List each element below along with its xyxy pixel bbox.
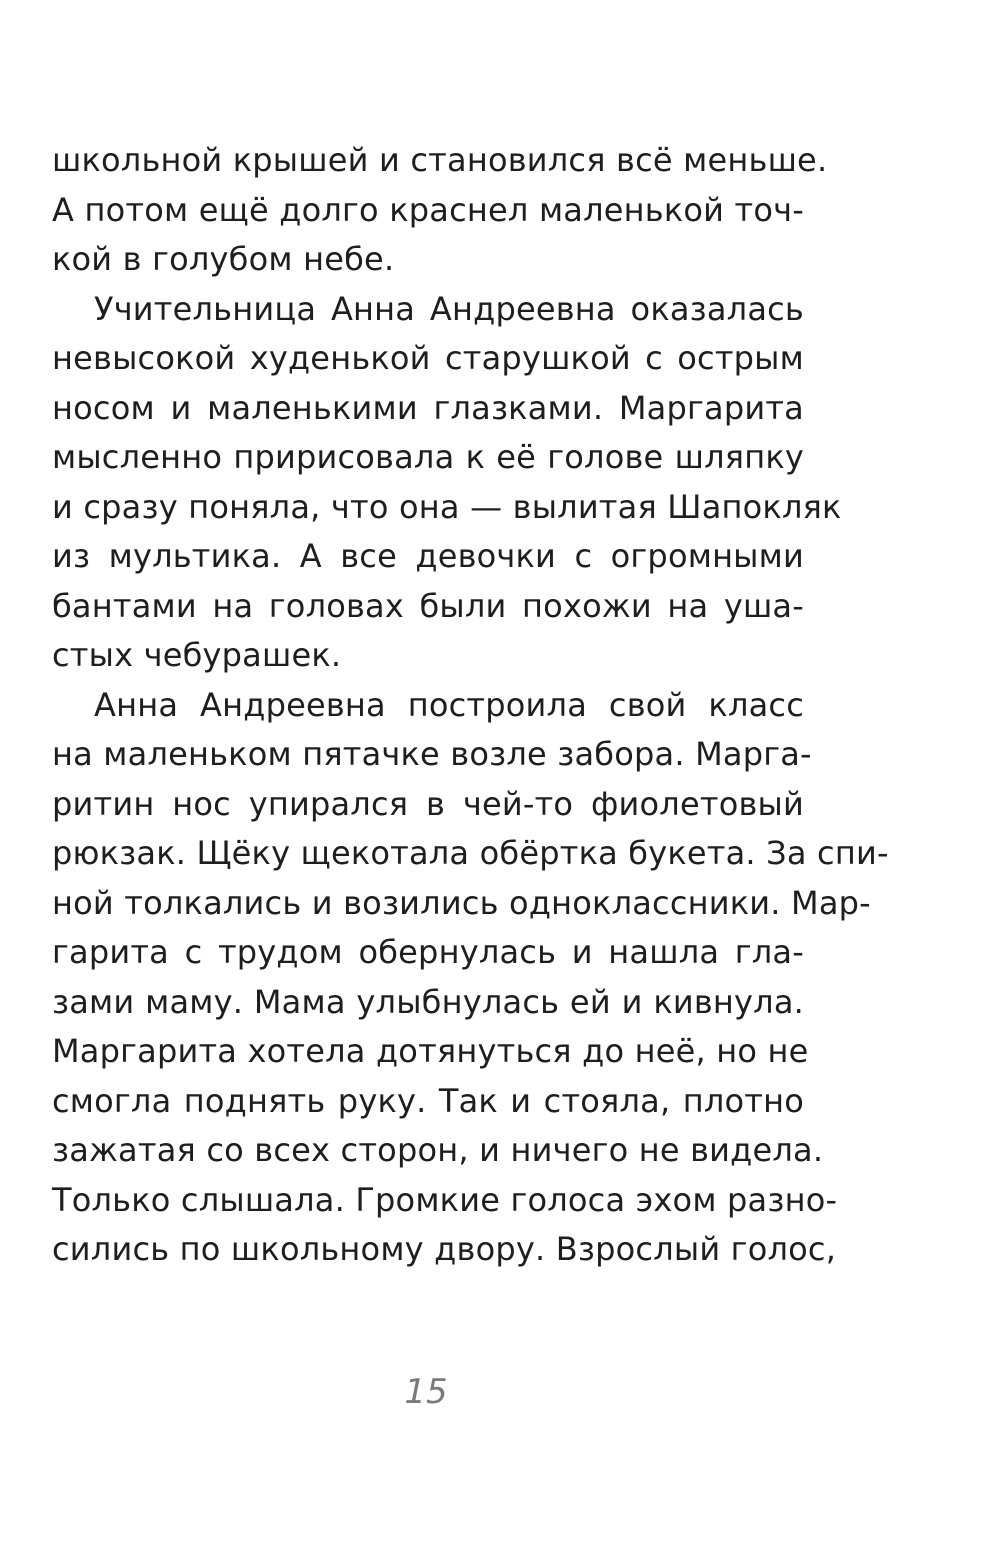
text-line: кой в голубом небе. xyxy=(52,240,395,278)
text-line: стых чебурашек. xyxy=(52,636,342,674)
text-line: и сразу поняла, что она — вылитая Шапокляк xyxy=(52,487,842,526)
text-line: зажатая со всех сторон, и ничего не видела. xyxy=(52,1131,824,1169)
page-number: 15 xyxy=(404,1372,448,1412)
text-line: невысокой худенькой старушкой с острым xyxy=(52,339,804,377)
text-line: носом и маленькими глазками. Маргарита xyxy=(52,388,804,427)
body-text xyxy=(52,136,889,1275)
text-line: смогла поднять руку. Так и стояла, плотно xyxy=(52,1081,804,1120)
text-line: Маргарита хотела дотянуться до неё, но не xyxy=(52,1032,809,1070)
text-line: Анна Андреевна построила свой класс xyxy=(94,685,804,724)
text-line: школьной крышей и становился всё меньше. xyxy=(52,141,828,179)
text-line: ритин нос упирался в чей-то фиолетовый xyxy=(52,784,804,823)
text-line: Только слышала. Громкие голоса эхом разно- xyxy=(52,1180,838,1219)
text-line: Учительница Анна Андреевна оказалась xyxy=(94,289,804,328)
text-line: А потом ещё долго краснел маленькой точ- xyxy=(52,190,804,229)
text-line: из мультика. А все девочки с огромными xyxy=(52,537,804,575)
text-line: зами маму. Мама улыбнулась ей и кивнула. xyxy=(52,982,804,1021)
text-line: рюкзак. Щёку щекотала обёртка букета. За спи- xyxy=(52,834,889,872)
text-line: сились по школьному двору. Взрослый голос, xyxy=(52,1230,837,1268)
text-line: гарита с трудом обернулась и нашла гла- xyxy=(52,933,804,971)
text-line: ной толкались и возились одноклассники. Мар- xyxy=(52,883,871,922)
text-line: мысленно пририсовала к её голове шляпку xyxy=(52,438,804,476)
text-line: бантами на головах были похожи на уша- xyxy=(52,586,804,625)
text-line: на маленьком пятачке возле забора. Марга- xyxy=(52,735,812,773)
